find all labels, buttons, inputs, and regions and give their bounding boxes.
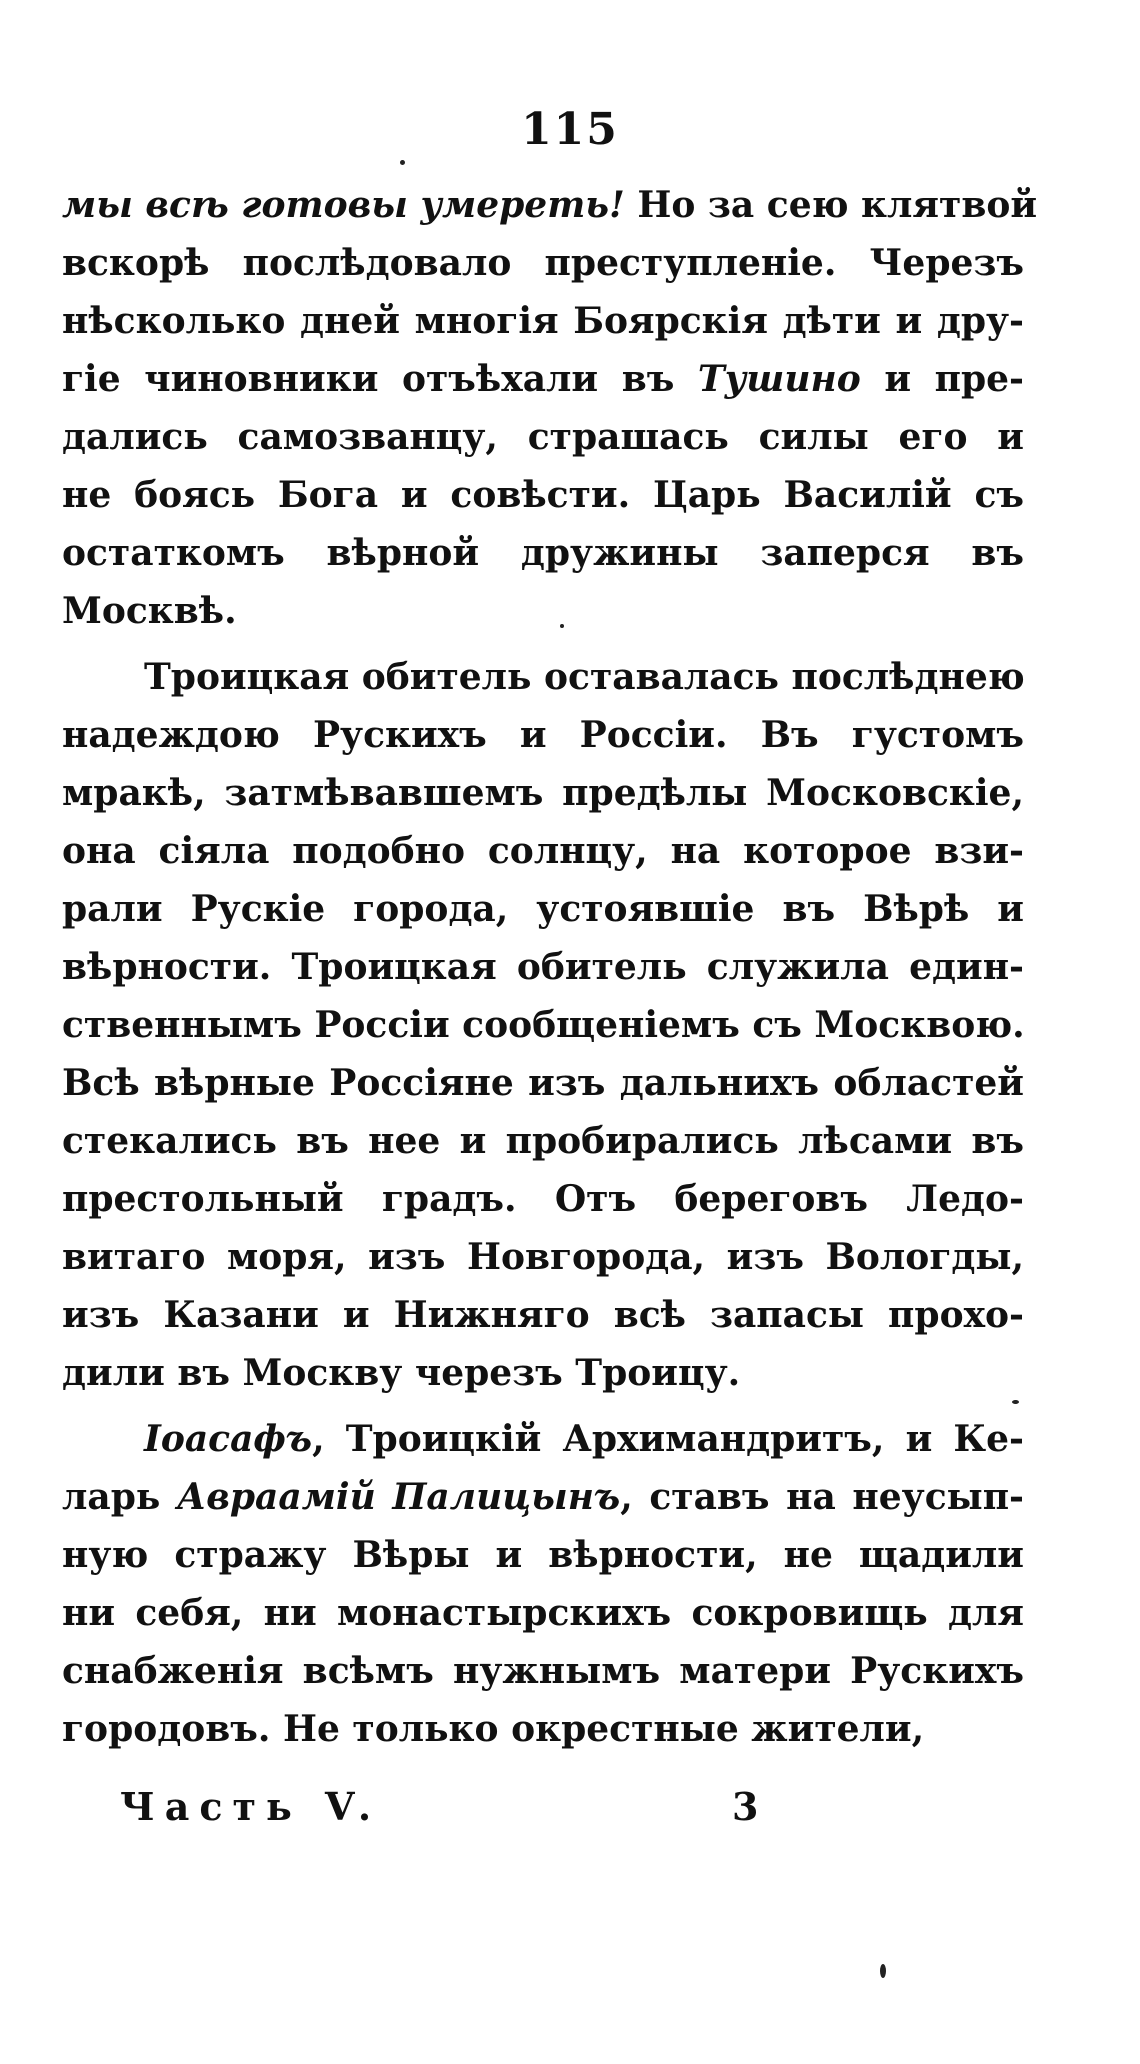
body-text [62,176,1038,1758]
text-line [62,1344,1024,1402]
text-line [62,292,1024,350]
text-line [62,524,1024,582]
signature-mark: 3 [732,1784,759,1829]
text-line [62,1700,1024,1758]
text-run: , Троицкій Архимандритъ, и Ке- [312,1418,1024,1460]
text-run: рали Рускіе города, устоявшіе въ Вѣрѣ и [62,888,1024,930]
text-line [62,1286,1024,1344]
page-footer [0,1784,1140,1844]
text-line [62,1526,1024,1584]
text-line [62,822,1024,880]
text-line [62,234,1024,292]
text-line [62,1170,1024,1228]
print-speck [560,624,564,628]
text-run: не боясь Бога и совѣсти. Царь Василій съ [62,474,1024,516]
text-run: надеждою Рускихъ и Россіи. Въ густомъ [62,714,1024,756]
text-line [62,408,1024,466]
text-line [62,996,1024,1054]
paragraph [62,176,1038,640]
text-run: остаткомъ вѣрной дружины заперся въ [62,532,1024,574]
print-speck [400,160,405,165]
text-line [62,466,1024,524]
text-line [62,176,1038,234]
text-run: Москвѣ. [62,590,237,632]
text-run: ни себя, ни монастырскихъ сокровищь для [62,1592,1024,1634]
page-number: 115 [521,104,619,155]
text-run: дили въ Москву черезъ Троицу. [62,1352,741,1394]
text-run: она сіяла подобно солнцу, на которое взи- [62,830,1024,872]
part-label: Часть V. [120,1784,382,1829]
text-run: мракѣ, затмѣвавшемъ предѣлы Московскіе, [62,772,1024,814]
text-run: ственнымъ Россіи сообщеніемъ съ Москвою. [62,1004,1025,1046]
text-run: , ставъ на неусып- [620,1476,1024,1518]
text-run: ларь [62,1476,177,1518]
text-line [62,648,1024,706]
print-speck [1012,1400,1019,1404]
text-run: Троицкая обитель оставалась послѣднею [144,656,1025,698]
text-line [62,938,1024,996]
italic-run: Іоасафъ [144,1418,313,1460]
text-run: городовъ. Не только окрестные жители, [62,1708,925,1750]
italic-run: Авраамій Палицынъ [176,1476,621,1518]
print-speck [880,1964,886,1978]
paragraph [62,648,1024,1402]
text-run: Но за сею клятвой [624,184,1038,226]
text-line [62,1112,1024,1170]
italic-run: Тушино [697,358,861,400]
text-line [62,706,1024,764]
text-run: Всѣ вѣрные Россіяне изъ дальнихъ областей [62,1062,1024,1104]
text-run: дались самозванцу, страшась силы его и [62,416,1024,458]
text-line [62,1468,1024,1526]
text-run: престольный градъ. Отъ береговъ Ледо- [62,1178,1024,1220]
text-run: вскорѣ послѣдовало преступленіе. Черезъ [62,242,1024,284]
text-run: вѣрности. Троицкая обитель служила един- [62,946,1024,988]
text-run: снабженія всѣмъ нужнымъ матери Рускихъ [62,1650,1024,1692]
text-run: изъ Казани и Нижняго всѣ запасы прохо- [62,1294,1024,1336]
text-line [62,880,1024,938]
paragraph [62,1410,1024,1758]
text-line [62,350,1024,408]
text-line [62,1642,1024,1700]
text-line [62,1410,1024,1468]
text-line [62,1228,1024,1286]
text-run: витаго моря, изъ Новгорода, изъ Вологды, [62,1236,1024,1278]
text-run: ную стражу Вѣры и вѣрности, не щадили [62,1534,1024,1576]
text-run: стекались въ нее и пробирались лѣсами въ [62,1120,1024,1162]
text-run: гіе чиновники отъѣхали въ [62,358,698,400]
text-run: и пре- [860,358,1024,400]
text-run: нѣсколько дней многія Боярскія дѣти и дру- [62,300,1024,342]
italic-run: мы всѣ готовы умереть! [62,184,625,226]
text-line [62,582,1024,640]
text-line [62,1584,1024,1642]
text-line [62,764,1024,822]
text-line [62,1054,1024,1112]
